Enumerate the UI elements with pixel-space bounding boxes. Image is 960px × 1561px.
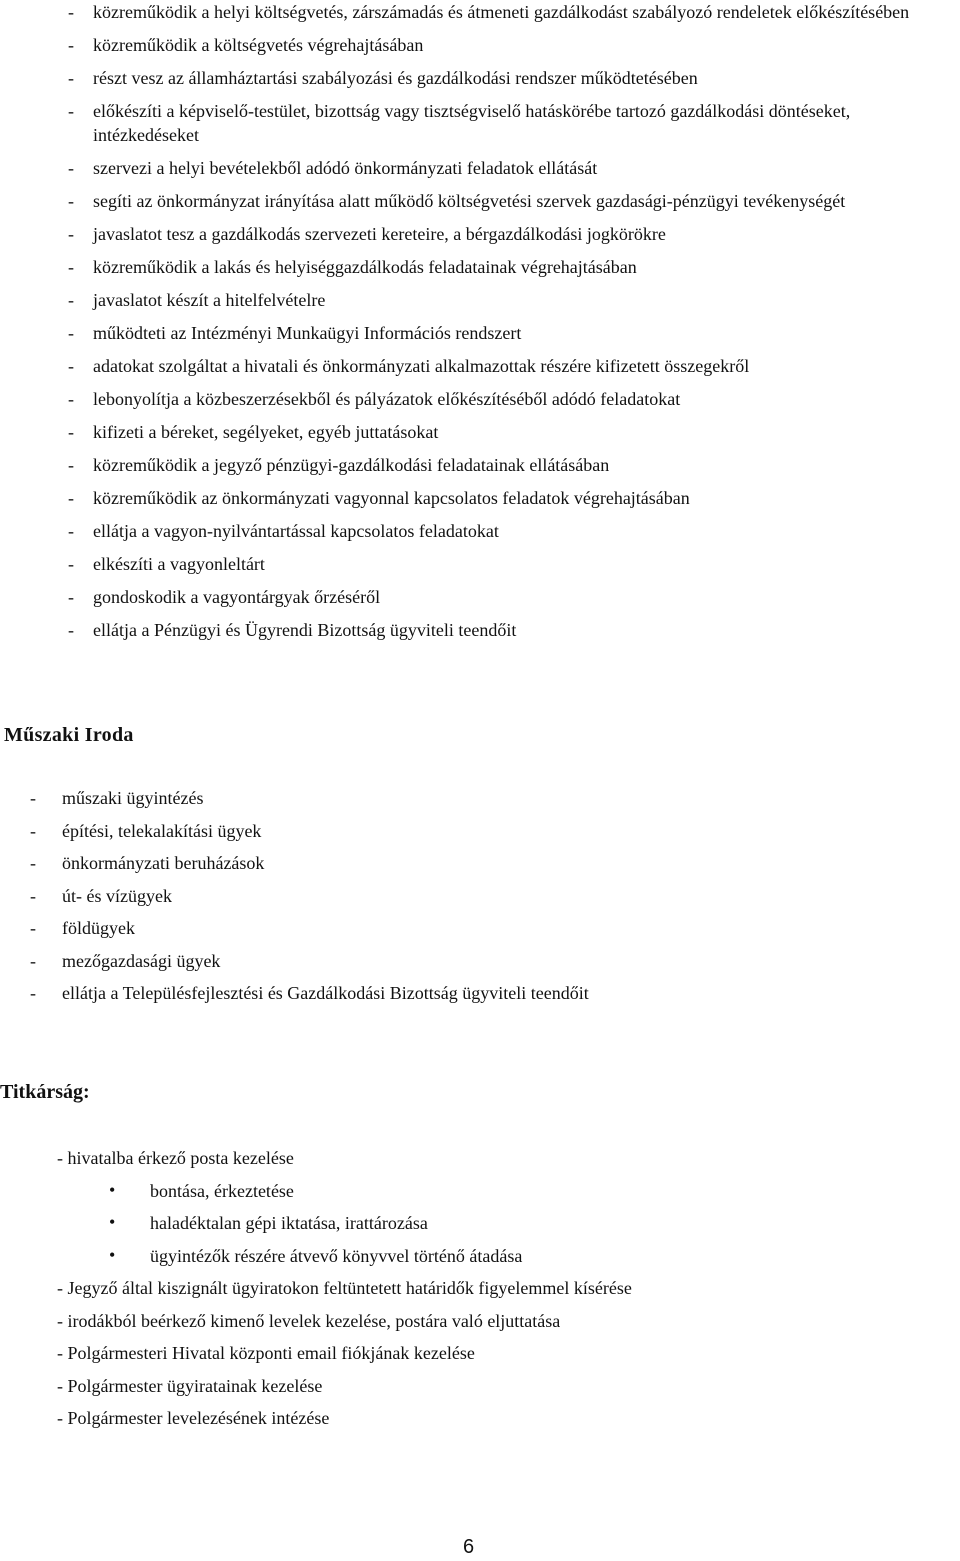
- list-item: [57, 1374, 937, 1398]
- list-item: [27, 884, 907, 908]
- secretariat-list: [57, 1146, 937, 1439]
- dash-marker: -: [68, 620, 74, 640]
- list-item: [60, 420, 940, 444]
- dash-marker: -: [68, 35, 74, 55]
- list-item: [60, 321, 940, 345]
- list-item: [27, 981, 907, 1005]
- dash-marker: -: [68, 68, 74, 88]
- dash-marker: -: [30, 853, 36, 873]
- dash-marker: -: [30, 788, 36, 808]
- list-item-text: ellátja a Pénzügyi és Ügyrendi Bizottság ügyviteli teendőit: [93, 620, 517, 640]
- list-item-text: mezőgazdasági ügyek: [62, 950, 221, 971]
- list-item: [57, 1276, 937, 1300]
- list-item: [60, 99, 940, 147]
- list-item: [57, 1341, 937, 1365]
- finance-duties-list: [60, 0, 940, 651]
- dash-marker: -: [68, 587, 74, 607]
- dash-marker: -: [68, 290, 74, 310]
- list-item-text: út- és vízügyek: [62, 885, 172, 906]
- list-item-text: közreműködik a lakás és helyiséggazdálkodás feladatainak végrehajtásában: [93, 257, 637, 277]
- list-item-text: építési, telekalakítási ügyek: [62, 820, 262, 841]
- list-item: [60, 519, 940, 543]
- list-item: [57, 1406, 937, 1430]
- dash-marker: -: [68, 356, 74, 376]
- dash-marker: -: [30, 918, 36, 938]
- list-item-text: ellátja a Településfejlesztési és Gazdálkodási Bizottság ügyviteli teendőit: [62, 983, 589, 1003]
- list-item-text: közreműködik a költségvetés végrehajtásában: [93, 35, 424, 55]
- sub-list-item-text: haladéktalan gépi iktatása, irattározása: [150, 1213, 428, 1233]
- dash-marker: -: [68, 455, 74, 475]
- dash-marker: -: [68, 488, 74, 508]
- list-item: [27, 916, 907, 940]
- section-heading-titkarsag: Titkárság:: [0, 1081, 90, 1103]
- list-item: [60, 255, 940, 279]
- list-item-text: közreműködik a jegyző pénzügyi-gazdálkodási feladatainak ellátásában: [93, 455, 610, 475]
- dash-marker: -: [68, 323, 74, 343]
- list-item: [60, 354, 940, 378]
- technical-office-list: [27, 786, 907, 1014]
- list-item: [60, 222, 940, 246]
- list-item: [60, 189, 940, 213]
- list-item-text: szervezi a helyi bevételekből adódó önkormányzati feladatok ellátását: [93, 158, 598, 178]
- sub-list-item: [57, 1211, 937, 1235]
- dash-marker: -: [68, 224, 74, 244]
- sub-list-item: [57, 1244, 937, 1268]
- list-item-text: műszaki ügyintézés: [62, 788, 204, 808]
- dash-marker: -: [30, 950, 36, 971]
- list-item-text: elkészíti a vagyonleltárt: [93, 554, 265, 574]
- sub-list: [57, 1179, 937, 1268]
- list-item: [60, 387, 940, 411]
- dash-marker: -: [68, 191, 74, 211]
- list-item-text: - Polgármester ügyiratainak kezelése: [57, 1375, 323, 1396]
- list-item: [27, 786, 907, 810]
- list-item: [27, 949, 907, 973]
- page-number: 6: [463, 1536, 475, 1558]
- list-item-text: - hivatalba érkező posta kezelése: [57, 1148, 294, 1168]
- list-item-text: javaslatot készít a hitelfelvételre: [93, 290, 326, 310]
- list-item: [60, 0, 940, 24]
- list-item-text: részt vesz az államháztartási szabályozási és gazdálkodási rendszer működtetésében: [93, 68, 698, 88]
- list-item: [60, 453, 940, 477]
- dash-marker: -: [30, 983, 36, 1003]
- sub-list-item-text: ügyintézők részére átvevő könyvvel történő átadása: [150, 1245, 523, 1266]
- list-item-text: földügyek: [62, 918, 135, 938]
- list-item-text: - Polgármesteri Hivatal központi email fiókjának kezelése: [57, 1343, 475, 1363]
- list-item-text: ellátja a vagyon-nyilvántartással kapcsolatos feladatokat: [93, 521, 499, 541]
- list-item: [27, 851, 907, 875]
- sub-list-item: [57, 1179, 937, 1203]
- dash-marker: -: [68, 389, 74, 409]
- dash-marker: -: [68, 2, 74, 22]
- list-item-text: közreműködik az önkormányzati vagyonnal kapcsolatos feladatok végrehajtásában: [93, 488, 690, 508]
- list-item-text: - Jegyző által kiszignált ügyiratokon feltüntetett határidők figyelemmel kísérése: [57, 1278, 632, 1298]
- list-item: [60, 33, 940, 57]
- list-item-text: önkormányzati beruházások: [62, 853, 265, 873]
- list-item-text: előkészíti a képviselő-testület, bizottság vagy tisztségviselő hatáskörébe tartozó gazdálkodási döntéseket, intézkedéseket: [93, 101, 851, 145]
- list-item-text: lebonyolítja a közbeszerzésekből és pályázatok előkészítéséből adódó feladatokat: [93, 389, 681, 409]
- bullet-marker: •: [109, 1212, 116, 1232]
- list-item-text: javaslatot tesz a gazdálkodás szervezeti kereteire, a bérgazdálkodási jogkörökre: [93, 224, 666, 244]
- section-heading-muszaki-iroda: Műszaki Iroda: [4, 724, 134, 746]
- dash-marker: -: [68, 257, 74, 277]
- list-item-text: - irodákból beérkező kimenő levelek kezelése, postára való eljuttatása: [57, 1310, 561, 1331]
- list-item: [60, 156, 940, 180]
- sub-list-item-text: bontása, érkeztetése: [150, 1180, 294, 1201]
- list-item: [27, 819, 907, 843]
- list-item-text: kifizeti a béreket, segélyeket, egyéb juttatásokat: [93, 422, 439, 442]
- bullet-marker: •: [109, 1244, 116, 1265]
- dash-marker: -: [68, 158, 74, 178]
- list-item-text: adatokat szolgáltat a hivatali és önkormányzati alkalmazottak részére kifizetett összegekről: [93, 356, 750, 376]
- list-item-text: gondoskodik a vagyontárgyak őrzéséről: [93, 587, 381, 607]
- dash-marker: -: [68, 101, 74, 121]
- list-item: [60, 486, 940, 510]
- dash-marker: -: [30, 820, 36, 841]
- list-item: [57, 1146, 937, 1268]
- list-item-text: közreműködik a helyi költségvetés, zárszámadás és átmeneti gazdálkodást szabályozó rendeletek előkészítésében: [93, 2, 910, 22]
- list-item: [60, 66, 940, 90]
- bullet-marker: •: [109, 1179, 116, 1200]
- dash-marker: -: [68, 521, 74, 541]
- dash-marker: -: [68, 554, 74, 574]
- list-item-text: - Polgármester levelezésének intézése: [57, 1408, 330, 1428]
- list-item: [57, 1309, 937, 1333]
- list-item: [60, 618, 940, 642]
- list-item: [60, 585, 940, 609]
- dash-marker: -: [68, 422, 74, 442]
- list-item: [60, 552, 940, 576]
- list-item: [60, 288, 940, 312]
- list-item-text: segíti az önkormányzat irányítása alatt működő költségvetési szervek gazdasági-pénzügyi tevékenységét: [93, 191, 846, 211]
- list-item-text: működteti az Intézményi Munkaügyi Információs rendszert: [93, 323, 522, 343]
- dash-marker: -: [30, 885, 36, 906]
